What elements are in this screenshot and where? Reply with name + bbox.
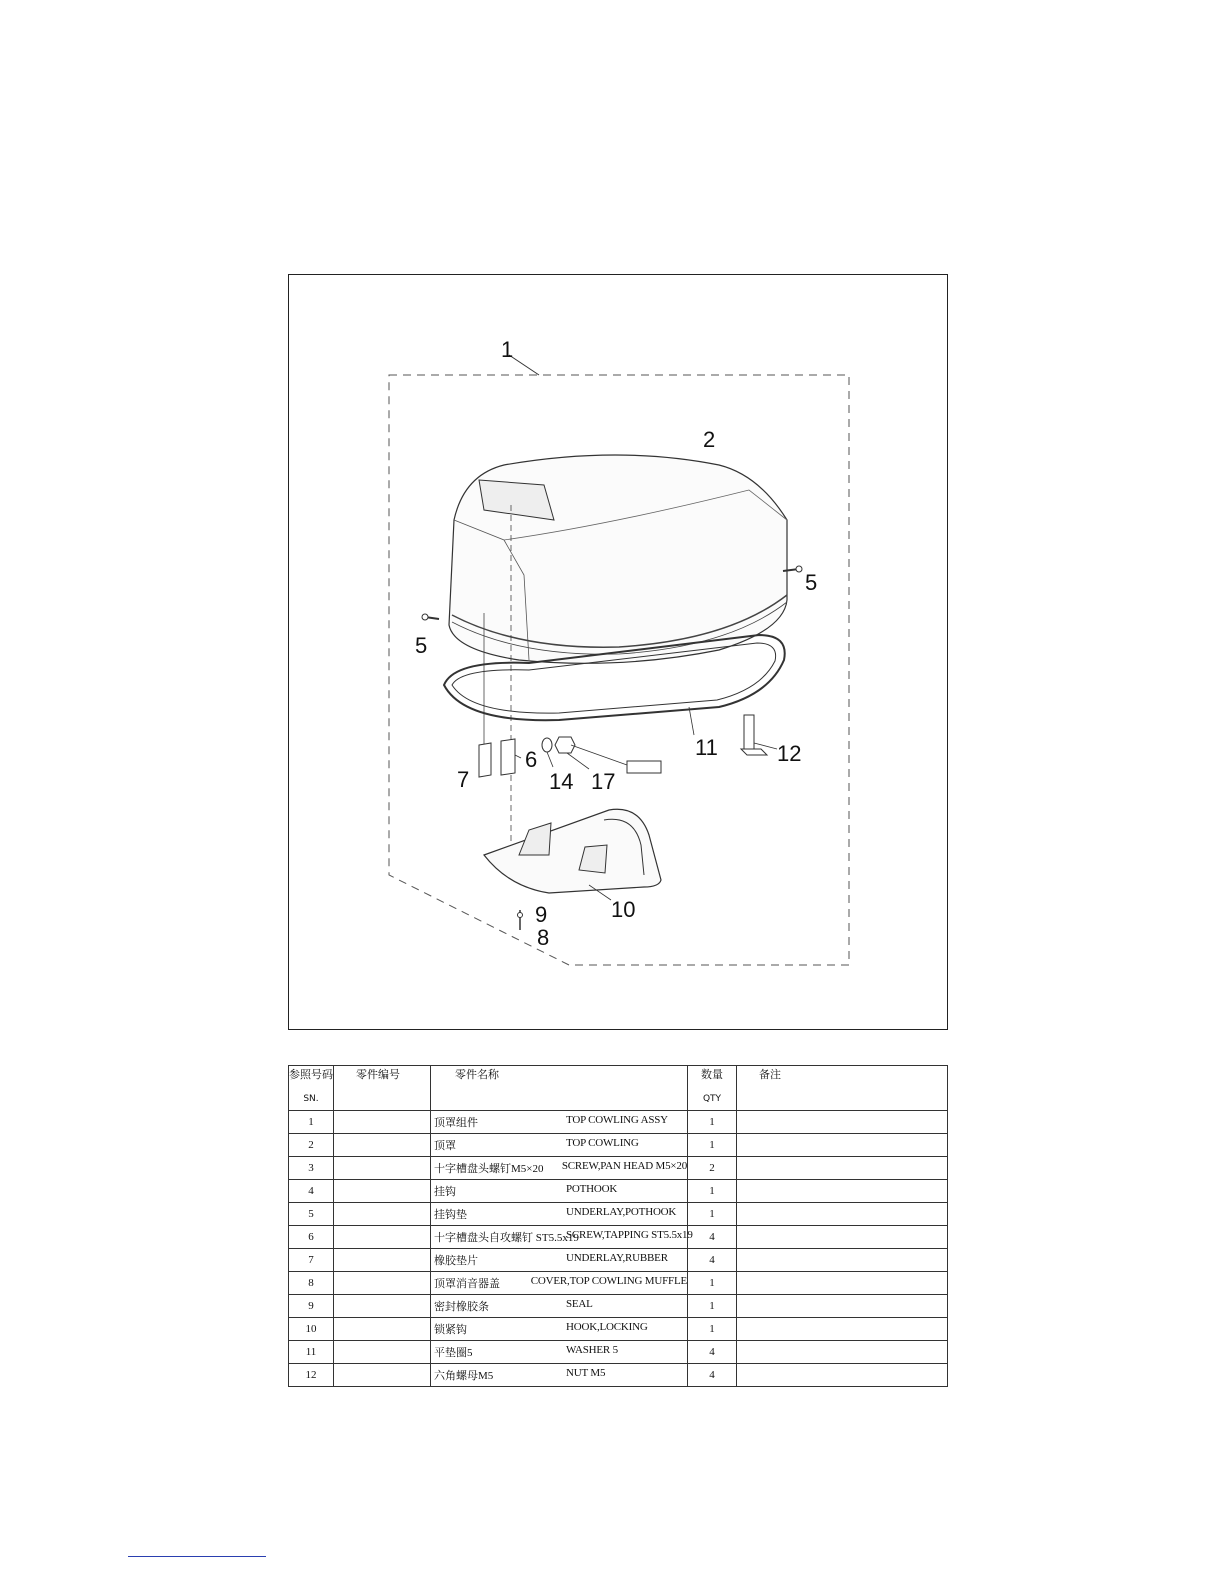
cell-qty: 4 bbox=[688, 1226, 737, 1249]
table-row bbox=[289, 1249, 948, 1272]
header-name bbox=[431, 1066, 688, 1111]
cell-part-no bbox=[334, 1157, 431, 1180]
callout-label: 9 bbox=[535, 902, 548, 927]
cell-name-en: TOP COWLING ASSY bbox=[566, 1114, 668, 1126]
cell-qty: 2 bbox=[688, 1157, 737, 1180]
header-part-no bbox=[334, 1066, 431, 1111]
cell-name bbox=[431, 1341, 688, 1364]
leader-line bbox=[509, 355, 539, 375]
table-row bbox=[289, 1134, 948, 1157]
cell-name bbox=[431, 1295, 688, 1318]
cell-sn: 1 bbox=[289, 1111, 334, 1134]
cell-part-no bbox=[334, 1364, 431, 1387]
muffler-cover bbox=[484, 809, 661, 900]
callout-label: 11 bbox=[695, 735, 718, 760]
header-qty bbox=[688, 1066, 737, 1111]
cell-qty: 1 bbox=[688, 1295, 737, 1318]
header-qty-cn: 数量 bbox=[701, 1068, 723, 1081]
callout-label: 14 bbox=[549, 769, 574, 794]
callout-label: 2 bbox=[703, 427, 716, 452]
exploded-diagram-frame bbox=[288, 274, 948, 1030]
cell-name bbox=[431, 1364, 688, 1387]
cell-name-en: COVER,TOP COWLING MUFFLE bbox=[530, 1275, 687, 1287]
cell-sn: 8 bbox=[289, 1272, 334, 1295]
callout-label: 1 bbox=[501, 337, 514, 362]
cell-name-cn: 顶罩 bbox=[434, 1140, 456, 1152]
cell-name-en: SEAL bbox=[566, 1298, 593, 1310]
header-note bbox=[737, 1066, 948, 1111]
cell-name-cn: 橡胶垫片 bbox=[434, 1255, 478, 1267]
washer bbox=[542, 738, 553, 767]
bracket-part bbox=[741, 715, 777, 755]
cell-part-no bbox=[334, 1180, 431, 1203]
callout-label: 17 bbox=[591, 769, 616, 794]
cell-sn: 12 bbox=[289, 1364, 334, 1387]
cell-name bbox=[431, 1249, 688, 1272]
header-name-cn: 零件名称 bbox=[455, 1068, 499, 1081]
cell-note bbox=[737, 1226, 948, 1249]
cell-name-en: UNDERLAY,RUBBER bbox=[566, 1252, 668, 1264]
header-sn bbox=[289, 1066, 334, 1111]
table-row bbox=[289, 1295, 948, 1318]
cell-name-cn: 平垫圈5 bbox=[434, 1347, 473, 1359]
cell-part-no bbox=[334, 1295, 431, 1318]
cell-part-no bbox=[334, 1203, 431, 1226]
cell-name-en: SCREW,TAPPING ST5.5x19 bbox=[566, 1229, 693, 1241]
cell-sn: 6 bbox=[289, 1226, 334, 1249]
table-row bbox=[289, 1318, 948, 1341]
cell-name-cn: 十字槽盘头自攻螺钉 ST5.5x19 bbox=[434, 1232, 579, 1244]
cell-name-cn: 挂钩垫 bbox=[434, 1209, 467, 1221]
cell-qty: 4 bbox=[688, 1364, 737, 1387]
cell-sn: 2 bbox=[289, 1134, 334, 1157]
table-row bbox=[289, 1341, 948, 1364]
cell-note bbox=[737, 1295, 948, 1318]
cell-note bbox=[737, 1249, 948, 1272]
callout-label: 7 bbox=[457, 767, 470, 792]
cell-note bbox=[737, 1134, 948, 1157]
cell-qty: 4 bbox=[688, 1249, 737, 1272]
cell-name-cn: 锁紧钩 bbox=[434, 1324, 467, 1336]
cell-name bbox=[431, 1111, 688, 1134]
callout-label: 8 bbox=[537, 925, 550, 950]
cell-qty: 1 bbox=[688, 1134, 737, 1157]
screw-left bbox=[422, 614, 439, 620]
cell-part-no bbox=[334, 1134, 431, 1157]
cell-note bbox=[737, 1272, 948, 1295]
cell-name-en: UNDERLAY,POTHOOK bbox=[566, 1206, 677, 1218]
cell-name-en: NUT M5 bbox=[566, 1367, 606, 1379]
cell-part-no bbox=[334, 1341, 431, 1364]
cell-name bbox=[431, 1226, 693, 1249]
cell-qty: 1 bbox=[688, 1272, 737, 1295]
cell-note bbox=[737, 1180, 948, 1203]
table-header-row bbox=[289, 1066, 948, 1111]
header-note-cn: 备注 bbox=[759, 1068, 781, 1081]
cell-name-cn: 挂钩 bbox=[434, 1186, 456, 1198]
blank-label-box bbox=[627, 761, 661, 773]
cell-sn: 5 bbox=[289, 1203, 334, 1226]
cell-sn: 10 bbox=[289, 1318, 334, 1341]
cell-name bbox=[431, 1203, 688, 1226]
cell-note bbox=[737, 1318, 948, 1341]
nut bbox=[555, 737, 627, 769]
cell-name-en: POTHOOK bbox=[566, 1183, 618, 1195]
cell-name bbox=[431, 1157, 688, 1180]
cell-sn: 4 bbox=[289, 1180, 334, 1203]
cell-note bbox=[737, 1341, 948, 1364]
cell-qty: 1 bbox=[688, 1203, 737, 1226]
cell-sn: 9 bbox=[289, 1295, 334, 1318]
cell-name-en: SCREW,PAN HEAD M5×20 bbox=[561, 1160, 687, 1172]
callout-label: 12 bbox=[777, 741, 802, 766]
callout-label: 5 bbox=[805, 570, 818, 595]
cell-sn: 11 bbox=[289, 1341, 334, 1364]
cell-part-no bbox=[334, 1249, 431, 1272]
table-row bbox=[289, 1111, 948, 1134]
cell-name-cn: 密封橡胶条 bbox=[434, 1301, 489, 1313]
exploded-diagram bbox=[289, 275, 949, 1031]
header-qty-en: QTY bbox=[702, 1094, 722, 1104]
cell-name-cn: 顶罩消音器盖 bbox=[434, 1278, 500, 1290]
cell-name bbox=[431, 1272, 688, 1295]
callout-label: 5 bbox=[415, 633, 428, 658]
cell-part-no bbox=[334, 1318, 431, 1341]
pothook bbox=[501, 739, 521, 775]
cell-note bbox=[737, 1157, 948, 1180]
cell-part-no bbox=[334, 1226, 431, 1249]
cell-note bbox=[737, 1203, 948, 1226]
cell-name-en: HOOK,LOCKING bbox=[566, 1321, 648, 1333]
cell-name-cn: 顶罩组件 bbox=[434, 1117, 478, 1129]
table-row bbox=[289, 1272, 948, 1295]
callout-label: 6 bbox=[525, 747, 538, 772]
cell-name bbox=[431, 1318, 688, 1341]
callout-label: 10 bbox=[611, 897, 636, 922]
cell-note bbox=[737, 1364, 948, 1387]
cell-note bbox=[737, 1111, 948, 1134]
cell-qty: 4 bbox=[688, 1341, 737, 1364]
cell-name-en: WASHER 5 bbox=[566, 1344, 618, 1356]
table-row bbox=[289, 1364, 948, 1387]
cell-name bbox=[431, 1134, 688, 1157]
cell-name bbox=[431, 1180, 688, 1203]
cell-qty: 1 bbox=[688, 1111, 737, 1134]
table-row bbox=[289, 1180, 948, 1203]
cell-name-cn: 十字槽盘头螺钉M5×20 bbox=[434, 1163, 544, 1175]
parts-table-body bbox=[289, 1111, 948, 1387]
table-row bbox=[289, 1203, 948, 1226]
cell-part-no bbox=[334, 1111, 431, 1134]
footnote-rule bbox=[128, 1556, 266, 1557]
table-row bbox=[289, 1157, 948, 1180]
pothook-underlay bbox=[479, 743, 491, 777]
cell-sn: 7 bbox=[289, 1249, 334, 1272]
cell-sn: 3 bbox=[289, 1157, 334, 1180]
cell-name-en: TOP COWLING bbox=[566, 1137, 639, 1149]
table-row bbox=[289, 1226, 948, 1249]
cell-qty: 1 bbox=[688, 1318, 737, 1341]
cell-name-cn: 六角螺母M5 bbox=[434, 1370, 494, 1382]
locking-screw bbox=[518, 910, 523, 930]
leader-line bbox=[689, 707, 694, 735]
header-sn-en: SN. bbox=[303, 1094, 319, 1104]
cell-qty: 1 bbox=[688, 1180, 737, 1203]
header-sn-cn: 参照号码 bbox=[289, 1068, 333, 1081]
header-part-no-cn: 零件编号 bbox=[356, 1068, 400, 1081]
cell-part-no bbox=[334, 1272, 431, 1295]
parts-table bbox=[288, 1065, 948, 1387]
